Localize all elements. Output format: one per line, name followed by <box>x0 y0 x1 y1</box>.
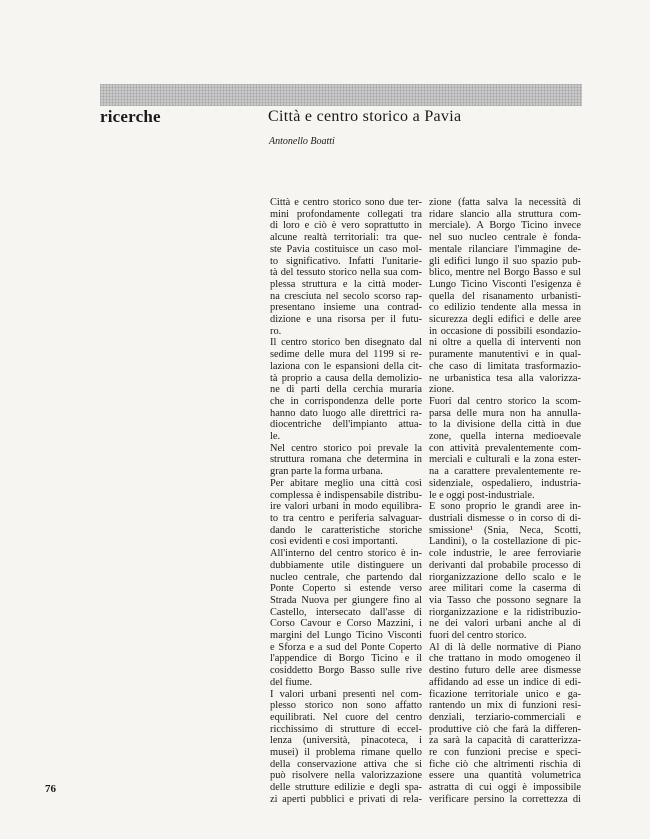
text-line: cole industrie, le aree ferroviarie <box>429 548 581 560</box>
text-line: ne di parti della cerchia muraria <box>270 384 422 396</box>
text-line: aree militari come la caserma di <box>429 583 581 595</box>
text-line: sicurezza degli edifici e delle aree <box>429 314 581 326</box>
text-line: riorganizzazione e la ridistribuzio- <box>429 606 581 618</box>
text-line: Lungo Ticino Visconti l'esigenza è <box>429 278 581 290</box>
text-line: via Tasso che possono segnare la <box>429 594 581 606</box>
text-line: rantendo un mix di funzioni resi- <box>429 700 581 712</box>
text-line: co edilizio tendente alla messa in <box>429 302 581 314</box>
text-line: denziali, terziario-commerciali e <box>429 711 581 723</box>
text-line: zone, quella interna medioevale <box>429 431 581 443</box>
text-line: parsa delle mura non ha annulla- <box>429 407 581 419</box>
text-line: derivanti dal probabile processo di <box>429 559 581 571</box>
text-line: della conservazione attiva che si <box>270 758 422 770</box>
text-line: to tra centro e periferia salvaguar- <box>270 512 422 524</box>
text-line: fiche ciò che altrimenti rischia di <box>429 758 581 770</box>
text-line: hanno dato luogo alle direttrici ra- <box>270 407 422 419</box>
text-line: mentale rilanciare l'immagine de- <box>429 243 581 255</box>
text-line: che caso di limitata trasformazio- <box>429 360 581 372</box>
text-line: dubbiamente utile distinguere un <box>270 559 422 571</box>
text-line: plessa struttura e la città moder- <box>270 278 422 290</box>
text-line: margini del Lungo Ticino Visconti <box>270 630 422 642</box>
text-line: nucleo centrale, che partendo dal <box>270 571 422 583</box>
text-line: che trattano in modo omogeneo il <box>429 653 581 665</box>
text-line: fuori del centro storico. <box>429 630 527 642</box>
text-line: e Sforza e a sud del Ponte Coperto <box>270 641 422 653</box>
text-line: Per abitare meglio una città così <box>270 477 422 489</box>
text-line: struttura romana che determina in <box>270 454 422 466</box>
text-line: merciale). A Borgo Ticino invece <box>429 220 581 232</box>
text-line: I valori urbani presenti nel com- <box>270 688 422 700</box>
text-line: ne dei valori urbani anche al di <box>429 618 581 630</box>
text-line: Nel centro storico poi prevale la <box>270 442 422 454</box>
text-line: plesso storico non sono affatto <box>270 700 422 712</box>
text-line: ste Pavia costituisce un caso mol- <box>270 243 422 255</box>
text-line: delle strutture edilizie e degli spa- <box>270 782 422 794</box>
author-name: Antonello Boatti <box>269 136 335 147</box>
text-line: l'appendice di Borgo Ticino e il <box>270 653 422 665</box>
text-line: sidenziale, ospedaliero, industria- <box>429 477 581 489</box>
text-line: All'interno del centro storico è in- <box>270 548 422 560</box>
text-line: lenza (università, pinacoteca, i <box>270 735 422 747</box>
text-line: ro. <box>270 325 282 337</box>
text-line: Strada Nuova per giungere fino al <box>270 594 422 606</box>
text-line: ne urbanistica tesa alla valorizza- <box>429 372 581 384</box>
text-line: così evidenti e così importanti. <box>270 536 398 548</box>
text-line: tà del tessuto storico nella sua com- <box>270 267 422 279</box>
text-line: dizione e una risorsa per il futu- <box>270 314 422 326</box>
text-line: Ponte Coperto si estende verso <box>270 583 422 595</box>
text-line: gran parte la forma urbana. <box>270 466 383 478</box>
text-line: blico, mentre nel Borgo Basso e sul <box>429 267 581 279</box>
text-line: alcune realtà territoriali: tra que- <box>270 232 422 244</box>
text-line: presentano insieme una contrad- <box>270 302 422 314</box>
text-line: smissione¹ (Snia, Neca, Scotti, <box>429 524 581 536</box>
text-line: riorganizzazione dello scalo e le <box>429 571 581 583</box>
text-line: na cresciuta nel secolo scorso rap- <box>270 290 422 302</box>
text-line: nel suo nucleo centrale è fonda- <box>429 232 581 244</box>
text-line: ire valori urbani in modo equilibra- <box>270 501 422 513</box>
text-line: to significativo. Infatti l'unitarie- <box>270 255 422 267</box>
text-line: diocentriche dell'impianto attua- <box>270 419 422 431</box>
text-line: produttive ciò che farà la differen- <box>429 723 581 735</box>
text-line: quella del risanamento urbanisti- <box>429 290 581 302</box>
text-line: sedime delle mura del 1199 si re- <box>270 349 422 361</box>
text-line: le e oggi post-industriale. <box>429 489 535 501</box>
text-line: re con funzioni precise e speci- <box>429 747 581 759</box>
text-line: Il centro storico ben disegnato dal <box>270 337 422 349</box>
text-line: cosiddetto Borgo Basso sulle rive <box>270 665 422 677</box>
text-line: di loro e ciò è vero soprattutto in <box>270 220 422 232</box>
text-line: con attività prevalentemente com- <box>429 442 581 454</box>
text-line: laziona con le espansioni della cit- <box>270 360 422 372</box>
text-line: dustriali dismesse o in corso di di- <box>429 512 581 524</box>
text-line: equilibrati. Nel cuore del centro <box>270 711 422 723</box>
text-line: Corso Cavour e Corso Mazzini, i <box>270 618 422 630</box>
text-line: essere una quantità volumetrica <box>429 770 581 782</box>
text-line: zione (fatta salva la necessità di <box>429 197 581 208</box>
text-line: ridare slancio alla struttura com- <box>429 208 581 220</box>
text-line: destino futuro delle aree dismesse <box>429 665 581 677</box>
text-line: tà proprio a causa della demolizio- <box>270 372 422 384</box>
text-line: che in corrispondenza delle porte <box>270 395 422 407</box>
text-line: Al di là delle normative di Piano <box>429 641 581 653</box>
text-line: merciali e culturali e la zona ester- <box>429 454 581 466</box>
text-line: Città e centro storico sono due ter- <box>270 197 422 208</box>
text-line: gli edifici lungo il suo spazio pub- <box>429 255 581 267</box>
text-line: ficazione territoriale unico e ga- <box>429 688 581 700</box>
text-line: Landini), o la costellazione di pic- <box>429 536 581 548</box>
article-title: Città e centro storico a Pavia <box>268 108 462 125</box>
text-line: na a carattere prevalentemente re- <box>429 466 581 478</box>
text-line: può risolvere nella valorizzazione <box>270 770 422 782</box>
text-line: puramente manutentivi e in qual- <box>429 349 581 361</box>
text-line: complessa è indispensabile distribu- <box>270 489 422 501</box>
text-line: Castello, intersecato dall'asse di <box>270 606 422 618</box>
text-line: Fuori dal centro storico la scom- <box>429 395 581 407</box>
text-line: verificare persino la correttezza di <box>429 793 581 805</box>
text-column-right <box>429 197 581 806</box>
text-line: dando le caratteristiche storiche <box>270 524 422 536</box>
header-band <box>100 84 582 106</box>
text-line: musei) il problema rimane quello <box>270 747 422 759</box>
text-line: mini profondamente collegati tra <box>270 208 422 220</box>
text-column-left <box>270 197 422 806</box>
text-line: ricchissimo di strutture di eccel- <box>270 723 422 735</box>
page-number: 76 <box>45 783 56 795</box>
text-line: E sono proprio le grandi aree in- <box>429 501 581 513</box>
text-line: ni oltre a quella di interventi non <box>429 337 581 349</box>
text-line: zione. <box>429 384 455 396</box>
text-line: affidando ad esse un indice di edi- <box>429 676 581 688</box>
text-line: astratta di cui oggi è impossibile <box>429 782 581 794</box>
text-line: zi aperti pubblici e privati di rela- <box>270 793 422 805</box>
section-label: ricerche <box>100 107 161 126</box>
text-line: del fiume. <box>270 676 313 688</box>
text-line: to la divisione della città in due <box>429 419 581 431</box>
text-line: le. <box>270 431 281 443</box>
text-line: za sarà la capacità di caratterizza- <box>429 735 581 747</box>
text-line: in occasione di possibili esondazio- <box>429 325 581 337</box>
